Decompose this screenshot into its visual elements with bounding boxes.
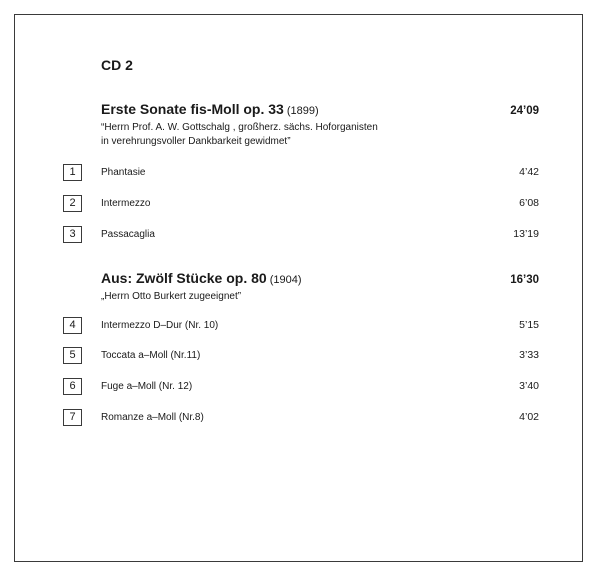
work-title [101,270,302,286]
track-number-box: 4 [63,317,82,334]
track-number-box: 6 [63,378,82,395]
track-title: Intermezzo [101,198,151,209]
track-duration: 5’15 [519,319,539,331]
track-title: Intermezzo D–Dur (Nr. 10) [101,320,219,331]
track-duration: 4’42 [519,166,539,178]
track-number-box: 2 [63,195,82,212]
track-title: Phantasie [101,167,146,178]
track-number-box: 5 [63,347,82,364]
work-total-duration: 24’09 [510,105,539,117]
track-title: Passacaglia [101,229,155,240]
work-title-text: Aus: Zwölf Stücke op. 80 [101,270,267,286]
track-number-box: 1 [63,164,82,181]
track-duration: 3’33 [519,349,539,361]
track-number-box: 7 [63,409,82,426]
track-duration: 13’19 [513,228,539,240]
track-duration: 6’08 [519,197,539,209]
track-title: Romanze a–Moll (Nr.8) [101,412,204,423]
track-number-box: 3 [63,226,82,243]
track-title: Fuge a–Moll (Nr. 12) [101,381,193,392]
cd-label: CD 2 [101,57,133,73]
track-title: Toccata a–Moll (Nr.11) [101,350,201,361]
dedication-line: in verehrungsvoller Dankbarkeit gewidmet” [101,136,291,147]
dedication-line: “Herrn Prof. A. W. Gottschalg , großherz. sächs. Hoforganisten [101,122,378,133]
work-year: (1899) [286,105,319,117]
work-title [101,101,319,117]
work-title-text: Erste Sonate fis-Moll op. 33 [101,101,284,117]
track-duration: 4’02 [519,411,539,423]
page-frame [14,14,583,562]
track-duration: 3’40 [519,380,539,392]
work-total-duration: 16’30 [510,274,539,286]
dedication-line: „Herrn Otto Burkert zugeeignet” [101,291,242,302]
work-year: (1904) [269,274,302,286]
